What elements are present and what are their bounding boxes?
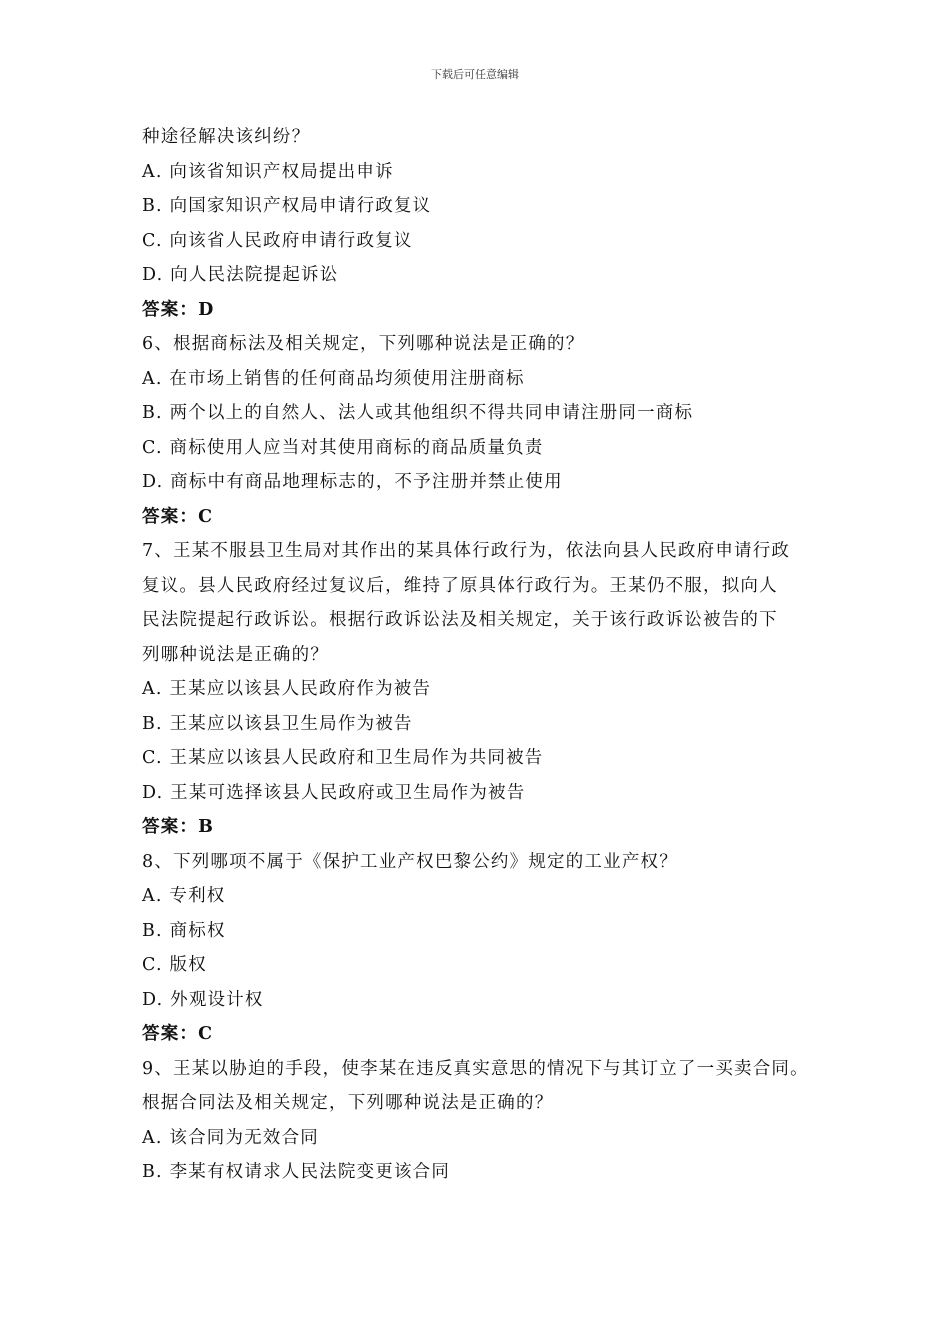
option-line: D. 外观设计权 [142,989,264,1010]
option-line: A. 该合同为无效合同 [142,1127,319,1148]
document-body [142,120,822,1190]
option-line: C. 商标使用人应当对其使用商标的商品质量负责 [142,437,544,458]
question-line: 复议。县人民政府经过复议后，维持了原具体行政行为。王某仍不服，拟向人 [142,575,778,596]
option-line: A. 专利权 [142,886,226,906]
option-line: D. 王某可选择该县人民政府或卫生局作为被告 [142,782,526,803]
option-line: B. 王某应以该县卫生局作为被告 [142,713,413,734]
option-line: B. 李某有权请求人民法院变更该合同 [142,1162,451,1182]
question-line: 种途径解决该纠纷？ [142,127,311,147]
answer-line: 答案：D [142,299,215,320]
option-line: B. 向国家知识产权局申请行政复议 [142,196,432,216]
option-line: A. 王某应以该县人民政府作为被告 [142,679,432,699]
question-line: 根据合同法及相关规定，下列哪种说法是正确的？ [142,1093,554,1113]
option-line: B. 两个以上的自然人、法人或其他组织不得共同申请注册同一商标 [142,403,694,423]
question-line: 民法院提起行政诉讼。根据行政诉讼法及相关规定，关于该行政诉讼被告的下 [142,610,778,630]
option-line: A. 在市场上销售的任何商品均须使用注册商标 [142,368,525,389]
option-line: C. 版权 [142,955,207,975]
answer-line: 答案：C [142,506,214,527]
question-line: 8、下列哪项不属于《保护工业产权巴黎公约》规定的工业产权？ [142,851,678,872]
answer-line: 答案：B [142,817,215,837]
option-line: D. 商标中有商品地理标志的，不予注册并禁止使用 [142,472,563,492]
question-line: 列哪种说法是正确的？ [142,644,329,665]
answer-line: 答案：C [142,1024,214,1044]
option-line: B. 商标权 [142,920,226,941]
question-line: 6、根据商标法及相关规定，下列哪种说法是正确的？ [142,334,585,354]
option-line: D. 向人民法院提起诉讼 [142,265,339,285]
option-line: A. 向该省知识产权局提出申诉 [142,161,394,182]
page-header: 下载后可任意编辑 [431,68,519,81]
question-line: 7、王某不服县卫生局对其作出的某具体行政行为，依法向县人民政府申请行政 [142,541,791,561]
option-line: C. 王某应以该县人民政府和卫生局作为共同被告 [142,748,544,768]
option-line: C. 向该省人民政府申请行政复议 [142,230,413,251]
question-line: 9、王某以胁迫的手段，使李某在违反真实意思的情况下与其订立了一买卖合同。 [142,1058,809,1079]
